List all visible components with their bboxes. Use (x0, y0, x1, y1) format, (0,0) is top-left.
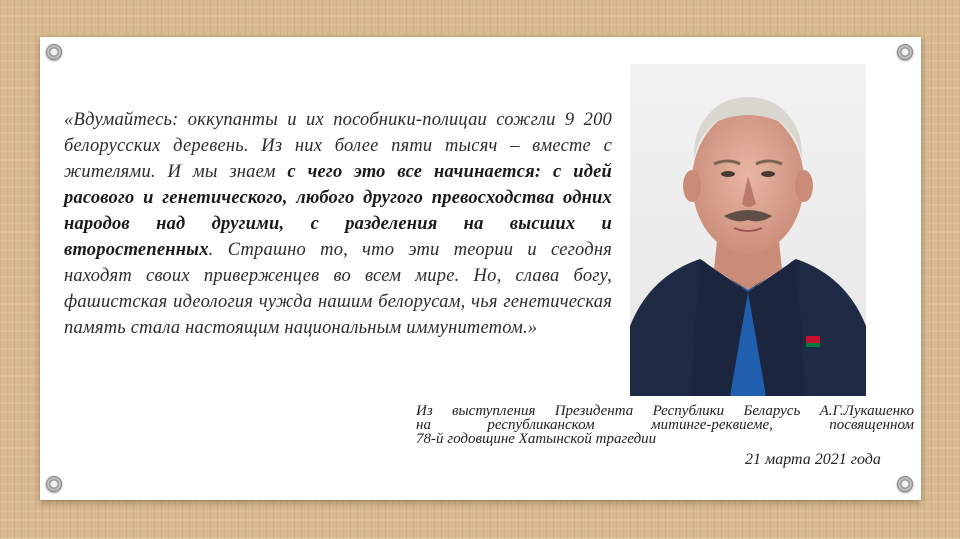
source-caption (416, 404, 914, 446)
source-line-1: Из выступления Президента Республики Беларусь А.Г.Лукашенко (416, 403, 914, 419)
pin-icon (897, 476, 913, 492)
portrait-image (630, 64, 866, 396)
pin-icon (46, 44, 62, 60)
quote-card (40, 37, 921, 500)
quote-emphasis: с чего это все начинается: с идей расового и генетического, любого другого превосходства одних народов над другими, с разделения на высших и второстепенных (64, 162, 613, 260)
quote-text (64, 107, 612, 341)
quote-part-1: «Вдумайтесь: оккупанты и их пособники-полицаи сожгли 9 200 белорусских деревень. Из них более пяти тысяч – вместе с жителями. И мы знаем (64, 110, 612, 182)
speech-date: 21 марта 2021 года (745, 451, 881, 468)
pin-icon (46, 476, 62, 492)
portrait-photo (630, 64, 866, 396)
pin-icon (897, 44, 913, 60)
source-line-2: на республиканском митинге-реквиеме, посвященном (416, 417, 914, 433)
source-line-3: 78-й годовщине Хатынской трагедии (416, 431, 657, 447)
quote-part-2: . Страшно то, что эти теории и сегодня находят своих приверженцев во всем мире. Но, слава богу, фашистская идеология чужда нашим белорусам, чья генетическая память стала настоящим национальным иммунитетом.» (64, 240, 612, 338)
